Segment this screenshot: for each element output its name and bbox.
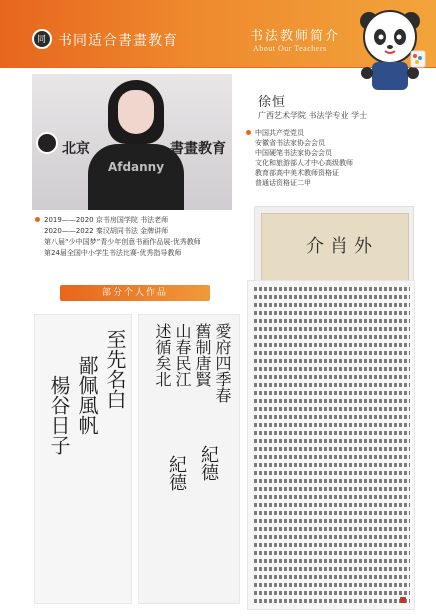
teacher-degree: 广西艺术学院 书法学专业 学士 (258, 111, 368, 120)
career-list (35, 214, 245, 258)
photo-watermark-left: 北京 (62, 141, 90, 157)
credential-item: 教育部高中美术教师资格证 (255, 169, 339, 177)
calligraphy-col-2: 鄙佩風帆 (75, 355, 99, 435)
teacher-name: 徐恒 (258, 95, 287, 110)
career-item: 第八届“少中国梦”青少年创意书画作品展-优秀教师 (44, 237, 201, 246)
bullet-dot-icon (246, 130, 251, 135)
page-title: 书法教师简介 (250, 29, 341, 44)
credential-item: 中国共产党党员 (246, 128, 426, 138)
career-item: 2020——2022 秦汉胡同书法 金牌讲师 (44, 226, 169, 235)
section-title-works: 部分个人作品 (60, 285, 210, 301)
calligraphy-col-2: 舊制唐賢 (193, 323, 212, 387)
shirt-text: Afdanny (107, 160, 165, 174)
calligraphy-col-6: 紀德 (166, 455, 187, 491)
teacher-face (118, 90, 154, 134)
essay-lines (254, 287, 410, 605)
photo-watermark-right: 書畫教育 (170, 141, 226, 157)
teacher-photo (32, 74, 232, 210)
scroll-paper (261, 213, 409, 285)
career-item: 2019——2020 京书房国学院 书法老师 (35, 214, 245, 225)
page-subtitle: About Our Teachers (253, 44, 327, 53)
calligraphy-col-1: 至先名白 (103, 329, 127, 409)
photo-logo-icon (36, 132, 58, 154)
calligraphy-col-4: 述循矣北 (153, 323, 172, 387)
credential-list (246, 128, 426, 188)
artwork-essay (247, 280, 415, 610)
scroll-text: 介肖外 (306, 236, 378, 257)
calligraphy-col-3: 楊谷日子 (47, 375, 71, 455)
credential-item: 普通话资格证二甲 (255, 179, 311, 187)
career-item: 第24届全国中小学生书法比赛-优秀指导教师 (44, 248, 182, 257)
seal-stamp-icon (400, 597, 406, 603)
calligraphy-col-1: 愛府四季春 (213, 323, 232, 403)
bullet-dot-icon (35, 217, 40, 222)
artwork-scroll (254, 206, 414, 290)
credential-item: 安徽省书法家协会会员 (255, 139, 325, 147)
credential-item: 中国硬笔书法家协会会员 (255, 149, 332, 157)
calligraphy-col-3: 山春民江 (173, 323, 192, 387)
calligraphy-col-5: 紀德 (198, 445, 219, 481)
credential-item: 文化和旅游部人才中心高级教师 (255, 159, 353, 167)
brand-logo-icon: 同 (32, 29, 52, 49)
artwork-cursive (34, 314, 132, 604)
panda-mascot-icon (349, 7, 431, 93)
artwork-regular (138, 314, 240, 604)
brand-name: 书同适合書畫教育 (58, 33, 178, 49)
